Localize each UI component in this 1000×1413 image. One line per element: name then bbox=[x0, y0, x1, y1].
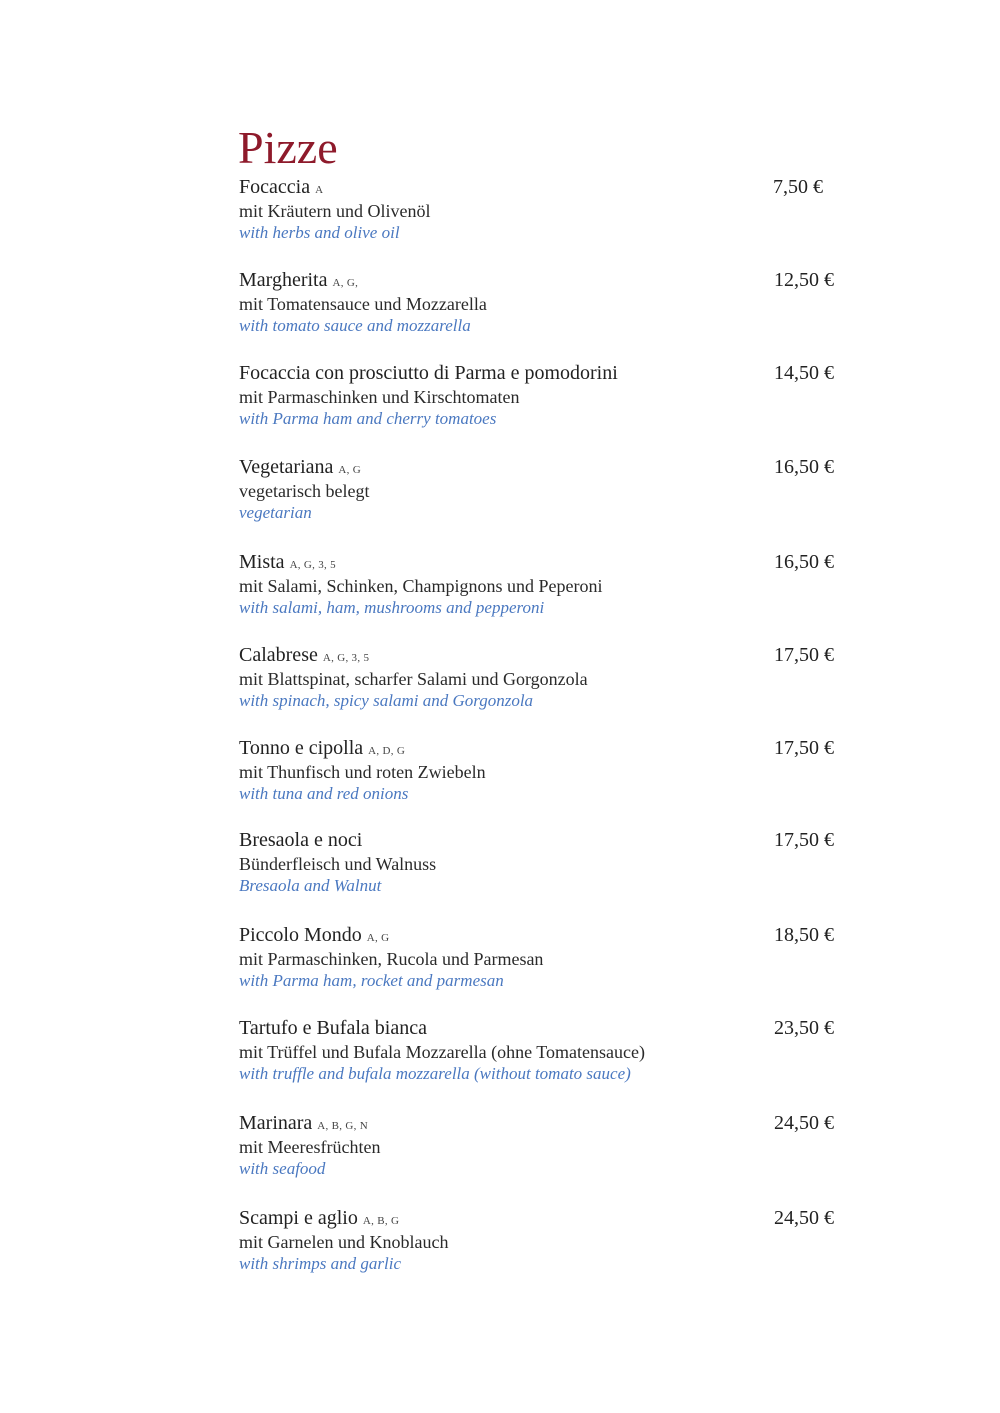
item-description-de: vegetarisch belegt bbox=[239, 481, 370, 501]
item-description-en: vegetarian bbox=[239, 503, 312, 522]
menu-item-mista bbox=[238, 551, 848, 631]
item-name bbox=[239, 176, 323, 201]
item-description-en: with salami, ham, mushrooms and pepperoni bbox=[239, 598, 545, 617]
item-name-text: Tonno e cipolla bbox=[239, 737, 364, 759]
item-name-text: Focaccia con prosciutto di Parma e pomodorini bbox=[239, 362, 618, 384]
menu-item-calabrese bbox=[238, 644, 848, 724]
item-description-de: mit Kräutern und Olivenöl bbox=[239, 201, 431, 221]
item-name-text: Tartufo e Bufala bianca bbox=[239, 1017, 427, 1039]
item-description-de: mit Parmaschinken, Rucola und Parmesan bbox=[239, 949, 544, 969]
item-description-de: Bünderfleisch und Walnuss bbox=[239, 854, 437, 874]
item-name bbox=[239, 269, 358, 294]
menu-item-bresaola-noci bbox=[238, 829, 848, 909]
item-description-de: mit Parmaschinken und Kirschtomaten bbox=[239, 387, 520, 407]
item-description-en: with Parma ham and cherry tomatoes bbox=[239, 409, 497, 428]
item-description-de: mit Meeresfrüchten bbox=[239, 1137, 381, 1157]
allergen-codes: A, G, 3, 5 bbox=[322, 652, 370, 664]
item-name-text: Mista bbox=[239, 551, 285, 573]
item-description-en: with tuna and red onions bbox=[239, 784, 409, 803]
menu-item-focaccia bbox=[238, 176, 848, 256]
item-name-text: Piccolo Mondo bbox=[239, 924, 362, 946]
item-name bbox=[239, 1112, 368, 1137]
item-name-text: Vegetariana bbox=[239, 456, 334, 478]
item-price: 18,50 € bbox=[774, 924, 834, 946]
menu-item-focaccia-prosciutto bbox=[238, 362, 848, 442]
item-name bbox=[239, 829, 367, 854]
menu-item-tartufo-bufala bbox=[238, 1017, 848, 1097]
allergen-codes: A, G bbox=[366, 932, 390, 944]
item-price: 17,50 € bbox=[774, 829, 834, 851]
menu-item-marinara bbox=[238, 1112, 848, 1192]
item-name bbox=[239, 362, 623, 387]
item-price: 23,50 € bbox=[774, 1017, 834, 1039]
item-name-text: Calabrese bbox=[239, 644, 318, 666]
item-name bbox=[239, 924, 389, 949]
menu-item-piccolo-mondo bbox=[238, 924, 848, 1004]
item-description-en: with shrimps and garlic bbox=[239, 1254, 401, 1273]
section-title: Pizze bbox=[238, 122, 338, 173]
item-description-en: with herbs and olive oil bbox=[239, 223, 400, 242]
allergen-codes: A, G, 3, 5 bbox=[289, 559, 336, 571]
allergen-codes: A, D, G bbox=[368, 745, 406, 757]
allergen-codes: A, G, bbox=[332, 277, 359, 289]
item-price: 14,50 € bbox=[774, 362, 834, 384]
item-name-text: Bresaola e noci bbox=[239, 829, 363, 851]
allergen-codes: A bbox=[315, 184, 324, 196]
item-price: 7,50 € bbox=[773, 176, 823, 198]
item-price: 24,50 € bbox=[774, 1112, 834, 1134]
allergen-codes: A, B, G bbox=[362, 1215, 400, 1227]
allergen-codes: A, G bbox=[338, 464, 361, 476]
item-name bbox=[239, 737, 405, 762]
item-description-de: mit Trüffel und Bufala Mozzarella (ohne Tomatensauce) bbox=[239, 1042, 645, 1062]
item-price: 16,50 € bbox=[774, 456, 834, 478]
allergen-codes: A, B, G, N bbox=[317, 1120, 368, 1132]
item-description-en: Bresaola and Walnut bbox=[239, 876, 382, 895]
item-price: 24,50 € bbox=[774, 1207, 834, 1229]
item-name bbox=[239, 456, 361, 481]
item-description-en: with spinach, spicy salami and Gorgonzola bbox=[239, 691, 534, 710]
menu-item-tonno-cipolla bbox=[238, 737, 848, 817]
item-name-text: Scampi e aglio bbox=[239, 1207, 358, 1229]
item-name-text: Margherita bbox=[239, 269, 328, 291]
item-price: 17,50 € bbox=[774, 644, 834, 666]
item-name-text: Marinara bbox=[239, 1112, 313, 1134]
item-price: 12,50 € bbox=[774, 269, 834, 291]
item-description-de: mit Thunfisch und roten Zwiebeln bbox=[239, 762, 486, 782]
item-price: 16,50 € bbox=[774, 551, 834, 573]
item-description-en: with seafood bbox=[239, 1159, 326, 1178]
item-description-de: mit Garnelen und Knoblauch bbox=[239, 1232, 449, 1252]
item-description-en: with truffle and bufala mozzarella (without tomato sauce) bbox=[239, 1064, 631, 1083]
item-description-de: mit Tomatensauce und Mozzarella bbox=[239, 294, 487, 314]
item-name bbox=[239, 551, 336, 576]
item-price: 17,50 € bbox=[774, 737, 834, 759]
item-description-de: mit Blattspinat, scharfer Salami und Gorgonzola bbox=[239, 669, 588, 689]
menu-item-scampi-aglio bbox=[238, 1207, 848, 1287]
item-description-de: mit Salami, Schinken, Champignons und Peperoni bbox=[239, 576, 603, 596]
item-name bbox=[239, 644, 369, 669]
item-description-en: with Parma ham, rocket and parmesan bbox=[239, 971, 504, 990]
item-name bbox=[239, 1017, 432, 1042]
menu-item-margherita bbox=[238, 269, 848, 349]
item-description-en: with tomato sauce and mozzarella bbox=[239, 316, 471, 335]
menu-item-vegetariana bbox=[238, 456, 848, 536]
item-name bbox=[239, 1207, 399, 1232]
item-name-text: Focaccia bbox=[239, 176, 311, 198]
